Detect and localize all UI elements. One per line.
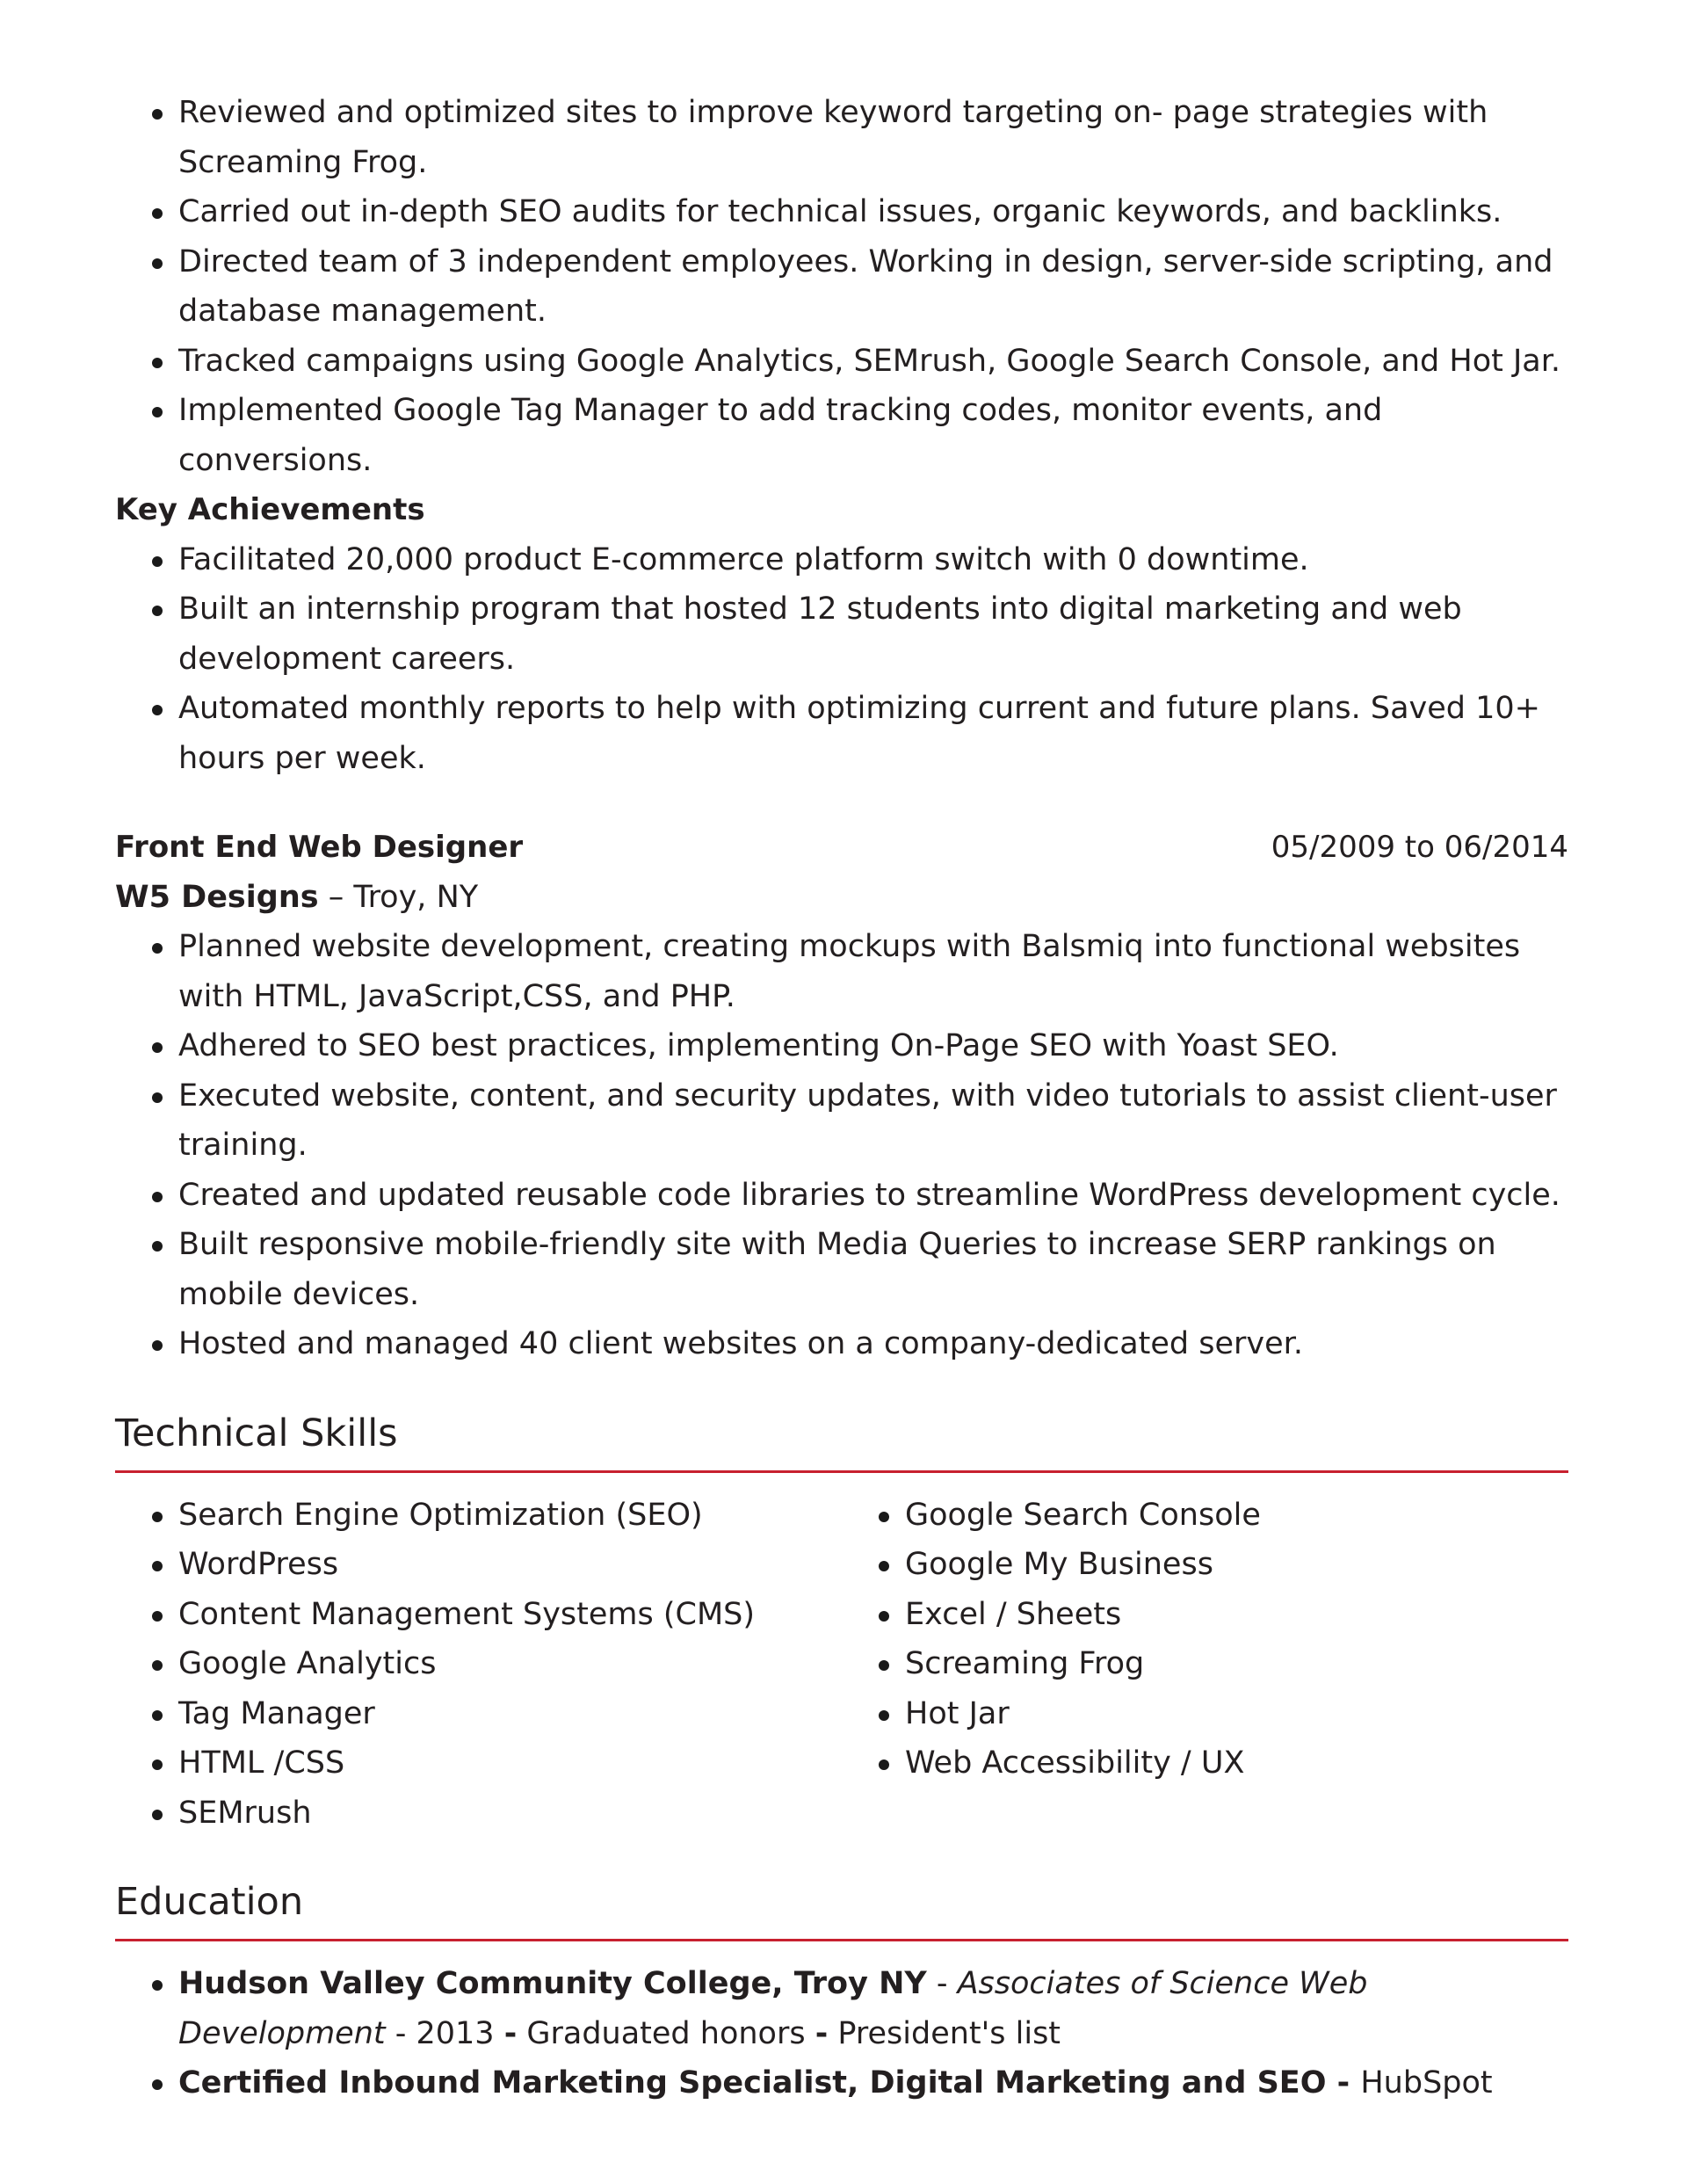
list-item: Planned website development, creating mockups with Balsmiq into functional websites with HTML, JavaScript,CSS, and PHP. (115, 922, 1568, 1021)
school-name: Hudson Valley Community College, Troy NY (178, 1966, 927, 2001)
job-company-line (115, 873, 1568, 923)
degree-year: - 2013 (385, 2015, 504, 2051)
achievements-list (115, 535, 1568, 784)
list-item: Created and updated reusable code libraries to streamline WordPress development cycle. (115, 1171, 1568, 1221)
company-location: – Troy, NY (318, 879, 479, 915)
education-title: Education (115, 1877, 1568, 1941)
list-item: Built an internship program that hosted 12 students into digital marketing and web development careers. (115, 584, 1568, 684)
list-item (115, 2058, 1568, 2108)
list-item: Implemented Google Tag Manager to add tracking codes, monitor events, and conversions. (115, 386, 1568, 485)
skills-columns (115, 1491, 1568, 1839)
list-item: Web Accessibility / UX (842, 1738, 1568, 1789)
list-item: Directed team of 3 independent employees. Working in design, server-side scripting, and database management. (115, 237, 1568, 337)
education-list (115, 1959, 1568, 2108)
list-item: Executed website, content, and security updates, with video tutorials to assist client-user training. (115, 1071, 1568, 1171)
technical-skills-title: Technical Skills (115, 1409, 1568, 1473)
list-item: Excel / Sheets (842, 1590, 1568, 1640)
honors: Graduated honors (517, 2015, 815, 2051)
list-item: WordPress (115, 1540, 842, 1590)
list-item: Screaming Frog (842, 1639, 1568, 1689)
job2-bullets (115, 922, 1568, 1369)
presidents-list: President's list (828, 2015, 1061, 2051)
list-item: Automated monthly reports to help with optimizing current and future plans. Saved 10+ hours per week. (115, 684, 1568, 783)
list-item: Carried out in-depth SEO audits for technical issues, organic keywords, and backlinks. (115, 187, 1568, 237)
skills-left-list (115, 1491, 842, 1839)
list-item: Adhered to SEO best practices, implementing On-Page SEO with Yoast SEO. (115, 1021, 1568, 1071)
company-name: W5 Designs (115, 879, 319, 915)
list-item: Tag Manager (115, 1689, 842, 1739)
job-dates: 05/2009 to 06/2014 (1271, 830, 1568, 865)
separator: - (815, 2015, 829, 2051)
list-item: Content Management Systems (CMS) (115, 1590, 842, 1640)
list-item (115, 1959, 1568, 2058)
list-item: Google Search Console (842, 1491, 1568, 1541)
key-achievements-heading: Key Achievements (115, 492, 425, 527)
list-item: Hosted and managed 40 client websites on a company-dedicated server. (115, 1319, 1568, 1369)
job-title: Front End Web Designer (115, 830, 524, 865)
job-header (115, 823, 1568, 873)
list-item: HTML /CSS (115, 1738, 842, 1789)
separator: - (503, 2015, 518, 2051)
list-item: Facilitated 20,000 product E-commerce platform switch with 0 downtime. (115, 535, 1568, 585)
certification: Certified Inbound Marketing Specialist, Digital Marketing and SEO - (178, 2065, 1361, 2101)
list-item: Google My Business (842, 1540, 1568, 1590)
list-item: Tracked campaigns using Google Analytics, SEMrush, Google Search Console, and Hot Jar. (115, 337, 1568, 387)
list-item: Hot Jar (842, 1689, 1568, 1739)
separator: - (926, 1966, 958, 2001)
list-item: Reviewed and optimized sites to improve keyword targeting on- page strategies with Screaming Frog. (115, 88, 1568, 187)
skills-right-list (842, 1491, 1568, 1839)
list-item: Search Engine Optimization (SEO) (115, 1491, 842, 1541)
list-item: Built responsive mobile-friendly site with Media Queries to increase SERP rankings on mobile devices. (115, 1220, 1568, 1319)
list-item: Google Analytics (115, 1639, 842, 1689)
issuer: HubSpot (1360, 2065, 1493, 2101)
list-item: SEMrush (115, 1789, 842, 1839)
resume-page (115, 88, 1568, 2108)
degree: Associates of Science Web Development (178, 1966, 1368, 2051)
prev-job-bullets (115, 88, 1568, 485)
